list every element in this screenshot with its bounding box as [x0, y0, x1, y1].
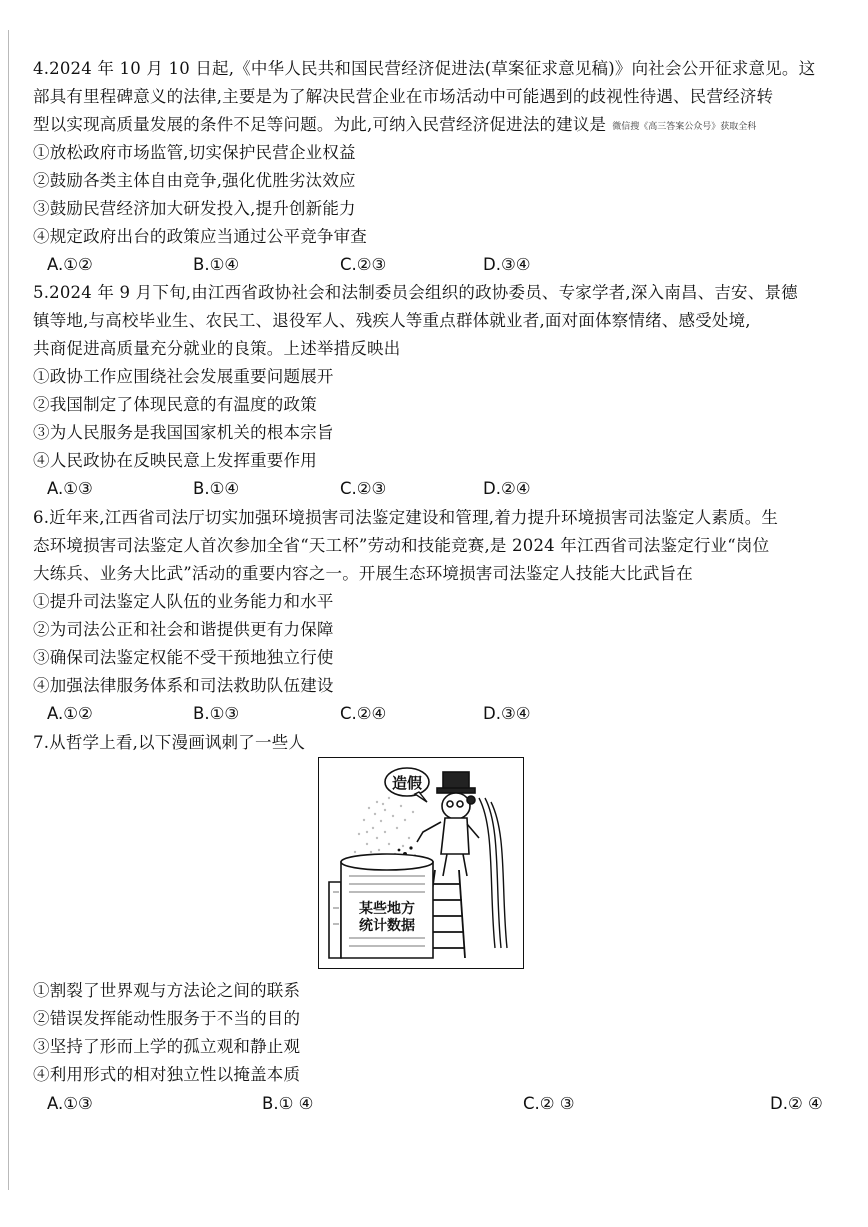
q6-statement-4: ④加强法律服务体系和司法救助队伍建设: [33, 676, 334, 695]
q4-stem-line-1: 4.2024 年 10 月 10 日起,《中华人民共和国民营经济促进法(草案征求意见稿)》向社会公开征求意见。这: [33, 59, 816, 78]
q5-statement-1: ①政协工作应围绕社会发展重要问题展开: [33, 367, 334, 386]
q7-statement-1: ①割裂了世界观与方法论之间的联系: [33, 981, 301, 1000]
q7-option-a: A.①③: [47, 1094, 93, 1113]
q6-stem-line-1: 6.近年来,江西省司法厅切实加强环境损害司法鉴定建设和管理,着力提升环境损害司法鉴定人素质。生: [33, 508, 779, 527]
q6-stem-line-2: 态环境损害司法鉴定人首次参加全省“天工杯”劳动和技能竞赛,是 2024 年江西省司法鉴定行业“岗位: [33, 536, 770, 555]
page-margin-line: [8, 30, 9, 1190]
q7-option-c: C.② ③: [523, 1094, 575, 1113]
q4-stem-text: 型以实现高质量发展的条件不足等问题。为此,可纳入民营经济促进法的建议是: [33, 115, 607, 134]
q7-statement-3: ③坚持了形而上学的孤立观和静止观: [33, 1037, 301, 1056]
q7-option-b: B.① ④: [262, 1094, 314, 1113]
q4-option-a: A.①②: [47, 255, 93, 274]
q5-option-d: D.②④: [483, 479, 531, 498]
q5-option-a: A.①③: [47, 479, 93, 498]
q6-option-b: B.①③: [193, 704, 240, 723]
q4-statement-4: ④规定政府出台的政策应当通过公平竞争审查: [33, 227, 367, 246]
q4-stem-line-2: 部具有里程碑意义的法律,主要是为了解决民营企业在市场活动中可能遇到的歧视性待遇、民营经济转: [33, 87, 774, 106]
q4-option-b: B.①④: [193, 255, 240, 274]
q7-statement-4: ④利用形式的相对独立性以掩盖本质: [33, 1065, 301, 1084]
cartoon-illustration: [318, 757, 524, 969]
q6-option-d: D.③④: [483, 704, 531, 723]
q6-option-c: C.②④: [340, 704, 387, 723]
q5-statement-4: ④人民政协在反映民意上发挥重要作用: [33, 451, 317, 470]
q5-statement-2: ②我国制定了体现民意的有温度的政策: [33, 395, 317, 414]
q4-option-d: D.③④: [483, 255, 531, 274]
q4-statement-1: ①放松政府市场监管,切实保护民营企业权益: [33, 143, 356, 162]
q6-statement-3: ③确保司法鉴定权能不受干预地独立行使: [33, 648, 334, 667]
q5-option-b: B.①④: [193, 479, 240, 498]
bubble-text: 造假: [391, 774, 423, 792]
q4-statement-3: ③鼓励民营经济加大研发投入,提升创新能力: [33, 199, 356, 218]
q5-option-c: C.②③: [340, 479, 387, 498]
q4-option-c: C.②③: [340, 255, 387, 274]
q5-statement-3: ③为人民服务是我国国家机关的根本宗旨: [33, 423, 334, 442]
q6-statement-2: ②为司法公正和社会和谐提供更有力保障: [33, 620, 334, 639]
tank-label-line-1: 某些地方: [359, 901, 415, 917]
q5-stem-line-2: 镇等地,与高校毕业生、农民工、退役军人、残疾人等重点群体就业者,面对面体察情绪、感受处境,: [33, 311, 751, 330]
q7-stem: 7.从哲学上看,以下漫画讽刺了一些人: [33, 733, 306, 752]
q6-option-a: A.①②: [47, 704, 93, 723]
q7-option-d: D.② ④: [770, 1094, 823, 1113]
speech-bubble: [385, 768, 429, 802]
q4-stem-line-3: [33, 114, 756, 138]
q5-stem-line-3: 共商促进高质量充分就业的良策。上述举措反映出: [33, 339, 401, 358]
watermark-note: 微信搜《高三答案公众号》获取全科: [612, 122, 757, 132]
q6-stem-line-3: 大练兵、业务大比武”活动的重要内容之一。开展生态环境损害司法鉴定人技能大比武旨在: [33, 564, 693, 583]
water-stream: [479, 798, 507, 948]
q4-statement-2: ②鼓励各类主体自由竞争,强化优胜劣汰效应: [33, 171, 356, 190]
tank-label-line-2: 统计数据: [359, 918, 415, 934]
cartoon-drawing: [319, 758, 523, 968]
q7-statement-2: ②错误发挥能动性服务于不当的目的: [33, 1009, 301, 1028]
q5-stem-line-1: 5.2024 年 9 月下旬,由江西省政协社会和法制委员会组织的政协委员、专家学者,深入南昌、吉安、景德: [33, 283, 798, 302]
q6-statement-1: ①提升司法鉴定人队伍的业务能力和水平: [33, 592, 334, 611]
